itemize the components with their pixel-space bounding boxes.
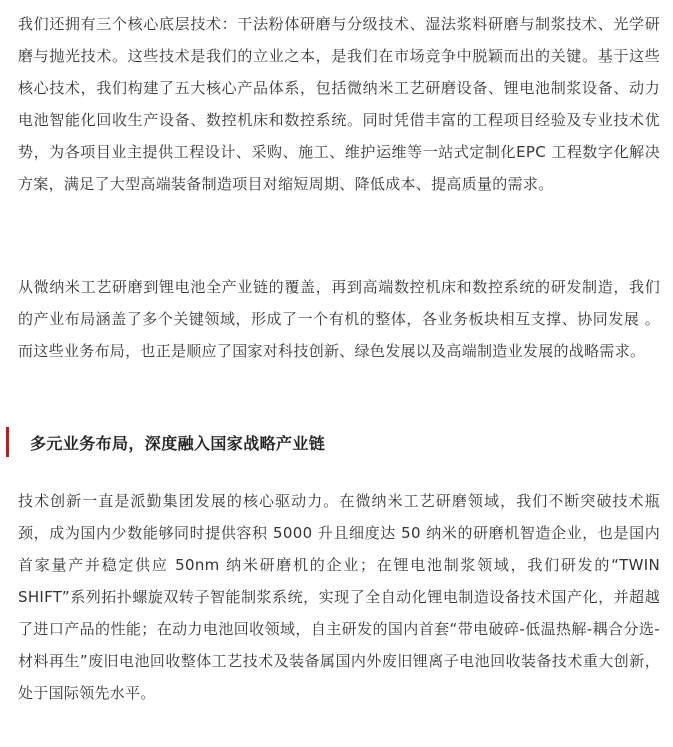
heading-accent-bar (6, 427, 9, 457)
section-heading (6, 425, 606, 459)
paragraph-industry-layout: 从微纳米工艺研磨到锂电池全产业链的覆盖，再到高端数控机床和数控系统的研发制造，我们的产业布局涵盖了多个关键领域，形成了一个有机的整体，各业务板块相互支撑、协同发展 。而这些业务布局，也正是顺应了国家对科技创新、绿色发展以及高端制造业发展的战略需求。 (18, 278, 660, 360)
section-heading-text: 多元业务布局，深度融入国家战略产业链 (30, 433, 326, 453)
paragraph-core-technologies: 我们还拥有三个核心底层技术：干法粉体研磨与分级技术、湿法浆料研磨与制浆技术、光学研磨与抛光技术。这些技术是我们的立业之本，是我们在市场竞争中脱颖而出的关键。基于这些核心技术，我们构建了五大核心产品体系，包括微纳米工艺研磨设备、锂电池制浆设备、动力电池智能化回收生产设备、数控机床和数控系统。同时凭借丰富的工程项目经验及专业技术优势，为各项目业主提供工程设计、采购、施工、维护运维等一站式定制化EPC 工程数字化解决方案，满足了大型高端装备制造项目对缩短周期、降低成本、提高质量的需求。 (18, 15, 660, 193)
paragraph-innovation: 技术创新一直是派勤集团发展的核心驱动力。在微纳米工艺研磨领域，我们不断突破技术瓶颈，成为国内少数能够同时提供容积 5000 升且细度达 50 纳米的研磨机智造企业，也是国内首家量产并稳定供应 50nm 纳米研磨机的企业；在锂电池制浆领域，我们研发的“TWIN SHIFT”系列拓扑螺旋双转子智能制浆系统，实现了全自动化锂电制造设备技术国产化，并超越了进口产品的性能；在动力电池回收领域，自主研发的国内首套“带电破碎-低温热解-耦合分选-材料再生”废旧电池回收整体工艺技术及装备属国内外废旧锂离子电池回收装备技术重大创新，处于国际领先水平。 (18, 492, 660, 702)
